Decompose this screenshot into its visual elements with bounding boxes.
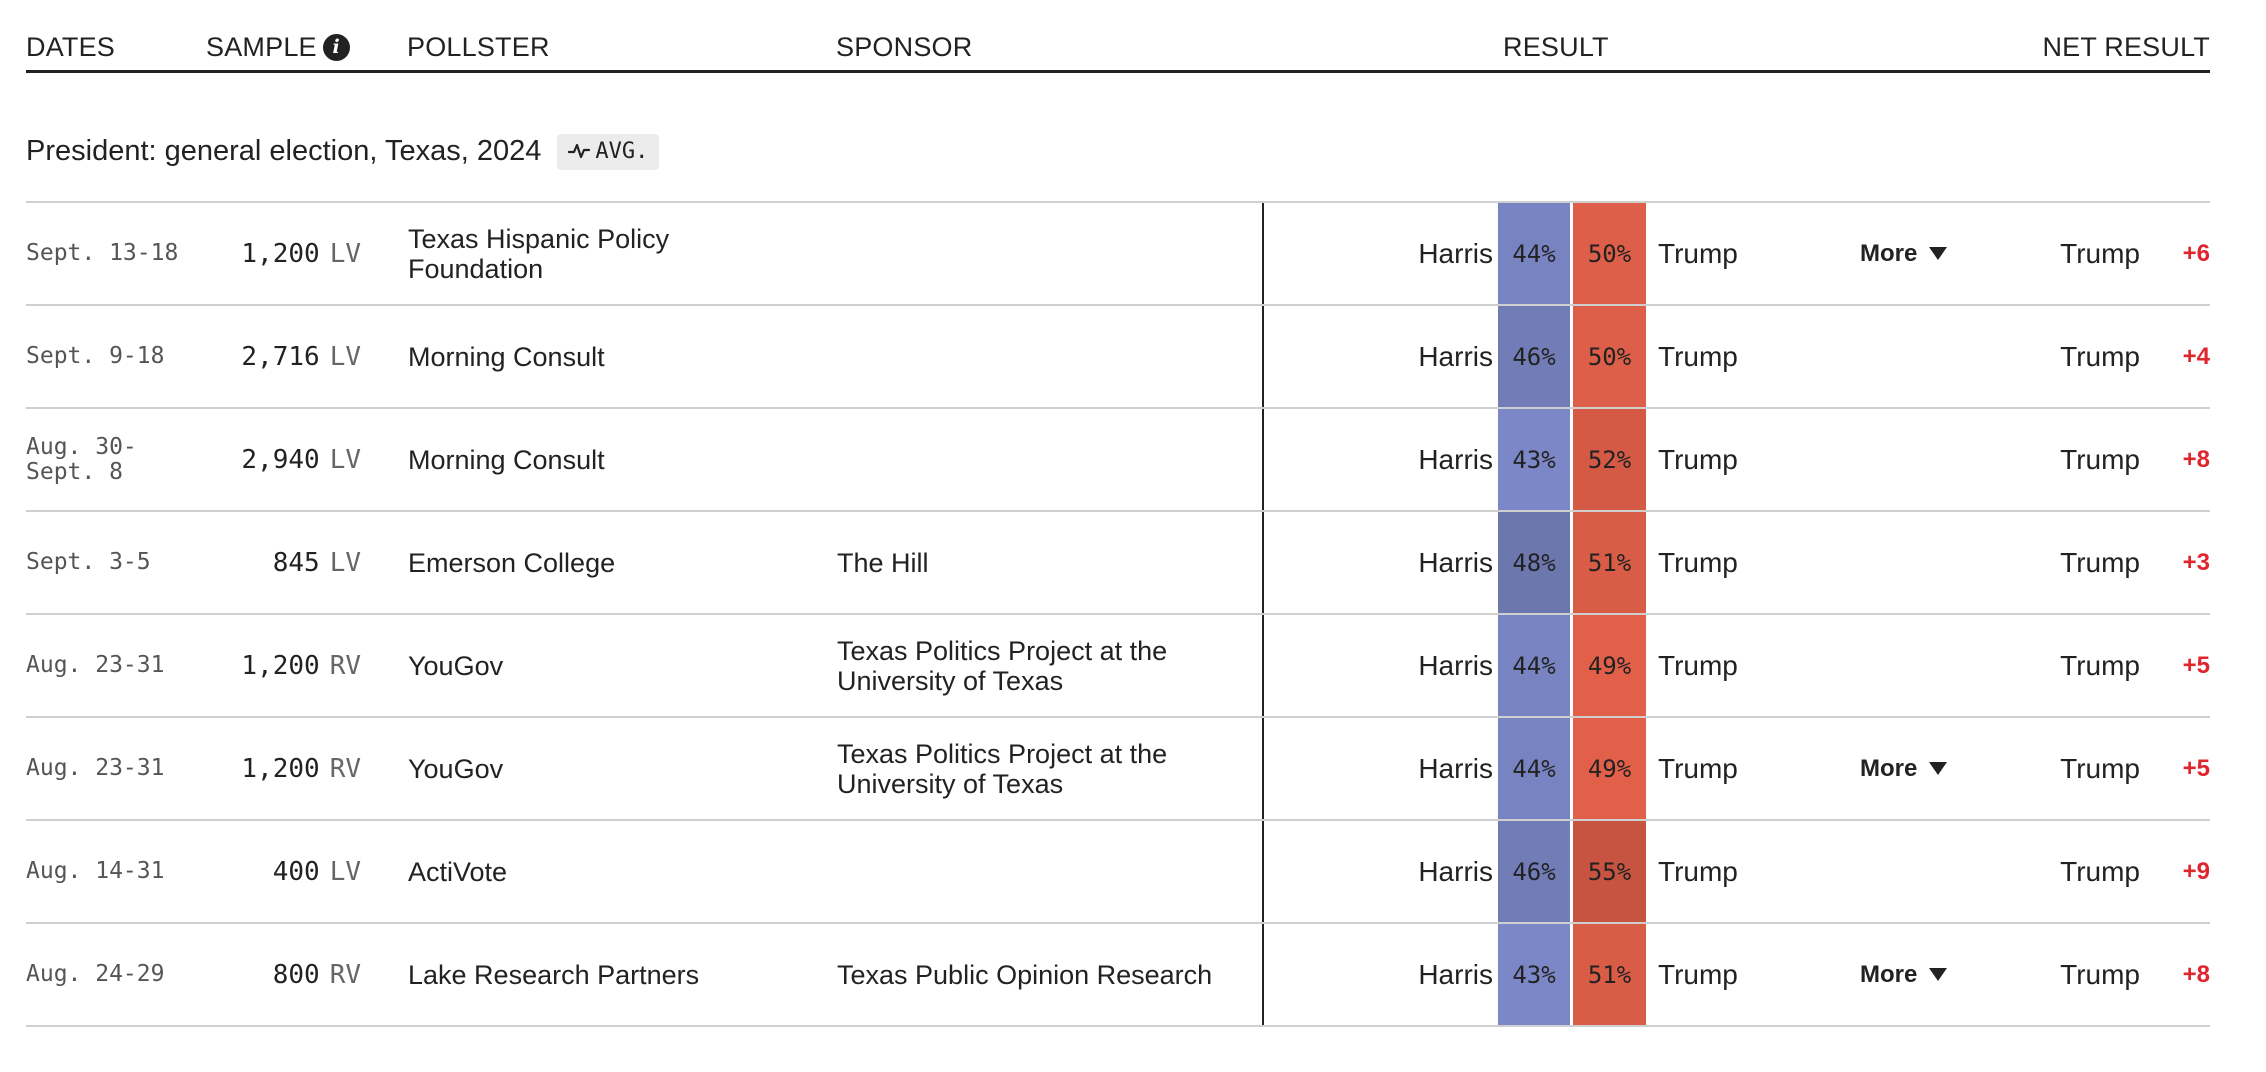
harris-pct-cell: 44% (1498, 615, 1570, 716)
poll-sponsor (837, 203, 1257, 304)
pollster-name[interactable]: YouGov (408, 753, 504, 784)
net-result-name: Trump (2060, 443, 2140, 475)
table-row[interactable] (26, 716, 2210, 819)
header-result: RESULT (1503, 32, 1609, 62)
sponsor-name: Texas Politics Project at the University of Texas (837, 635, 1168, 696)
sample-size: 2,716 (241, 341, 320, 372)
trump-pct-cell: 52% (1573, 409, 1646, 510)
pollster-name[interactable]: Morning Consult (408, 444, 605, 475)
pollster-name[interactable]: ActiVote (408, 856, 508, 887)
candidate-1-name: Harris (1418, 546, 1493, 578)
poll-pollster[interactable] (408, 924, 808, 1025)
sample-population: RV (329, 650, 361, 681)
net-result-value: +6 (2182, 239, 2210, 267)
poll-pollster[interactable] (408, 821, 808, 922)
polls-table (26, 201, 2210, 1027)
poll-dates: Aug. 24-29 (26, 961, 165, 987)
candidate-2-name: Trump (1658, 237, 1738, 269)
harris-pct-cell: 48% (1498, 512, 1570, 613)
result-divider (1262, 512, 1264, 613)
more-label: More (1860, 239, 1918, 267)
result-divider (1262, 203, 1264, 304)
candidate-1-name: Harris (1418, 958, 1493, 990)
pollster-name[interactable]: Emerson College (408, 547, 616, 578)
poll-sample (166, 409, 361, 510)
table-row[interactable] (26, 922, 2210, 1027)
sample-population: RV (329, 959, 361, 990)
candidate-1-name: Harris (1418, 340, 1493, 372)
poll-sponsor (837, 924, 1257, 1025)
sample-population: RV (329, 753, 361, 784)
more-button[interactable] (1860, 718, 1947, 819)
header-sponsor[interactable]: SPONSOR (836, 32, 973, 62)
sponsor-name: Texas Politics Project at the University of Texas (837, 738, 1168, 799)
poll-dates: Aug. 30- Sept. 8 (26, 433, 137, 485)
poll-sample (166, 821, 361, 922)
trump-pct-cell: 55% (1573, 821, 1646, 922)
poll-pollster[interactable] (408, 409, 808, 510)
sample-population: LV (329, 444, 361, 475)
harris-pct-cell: 44% (1498, 718, 1570, 819)
sample-population: LV (329, 547, 361, 578)
sample-size: 400 (272, 856, 320, 887)
race-title: President: general election, Texas, 2024 (26, 135, 542, 167)
net-result-name: Trump (2060, 340, 2140, 372)
header-net-result[interactable]: NET RESULT (2042, 32, 2210, 62)
header-dates[interactable]: DATES (26, 32, 116, 62)
net-result-name: Trump (2060, 855, 2140, 887)
candidate-1-name: Harris (1418, 649, 1493, 681)
candidate-2-name: Trump (1658, 958, 1738, 990)
harris-pct-cell: 43% (1498, 409, 1570, 510)
net-result-value: +4 (2182, 342, 2210, 370)
trump-pct-cell: 49% (1573, 615, 1646, 716)
candidate-2-name: Trump (1658, 855, 1738, 887)
sample-population: LV (329, 341, 361, 372)
net-result-value: +5 (2182, 651, 2210, 679)
poll-dates: Sept. 9-18 (26, 343, 165, 369)
sample-population: LV (329, 238, 361, 269)
harris-pct-cell: 46% (1498, 821, 1570, 922)
caret-down-icon (1929, 968, 1947, 981)
poll-sample (166, 203, 361, 304)
net-result-value: +5 (2182, 754, 2210, 782)
sponsor-name: The Hill (837, 547, 929, 578)
table-row[interactable] (26, 613, 2210, 716)
poll-pollster[interactable] (408, 615, 808, 716)
header-sample[interactable] (206, 32, 350, 63)
result-divider (1262, 409, 1264, 510)
caret-down-icon (1929, 247, 1947, 260)
net-result-name: Trump (2060, 958, 2140, 990)
poll-pollster[interactable] (408, 718, 808, 819)
sample-size: 845 (272, 547, 320, 578)
poll-dates: Sept. 13-18 (26, 240, 179, 266)
trump-pct-cell: 51% (1573, 512, 1646, 613)
table-row[interactable] (26, 201, 2210, 304)
net-result-value: +3 (2182, 548, 2210, 576)
trump-pct-cell: 50% (1573, 306, 1646, 407)
table-row[interactable] (26, 407, 2210, 510)
avg-label: AVG. (595, 139, 649, 164)
result-divider (1262, 718, 1264, 819)
table-row[interactable] (26, 510, 2210, 613)
table-header (26, 24, 2210, 73)
poll-sample (166, 924, 361, 1025)
harris-pct-cell: 43% (1498, 924, 1570, 1025)
more-label: More (1860, 960, 1918, 988)
poll-sample (166, 718, 361, 819)
trump-pct-cell: 50% (1573, 203, 1646, 304)
result-divider (1262, 306, 1264, 407)
poll-sample (166, 306, 361, 407)
table-row[interactable] (26, 819, 2210, 922)
pollster-name[interactable]: Lake Research Partners (408, 959, 700, 990)
poll-sponsor (837, 306, 1257, 407)
result-divider (1262, 924, 1264, 1025)
poll-dates: Aug. 23-31 (26, 652, 165, 678)
caret-down-icon (1929, 762, 1947, 775)
pollster-name[interactable]: Morning Consult (408, 341, 605, 372)
more-button[interactable] (1860, 203, 1947, 304)
sample-size: 1,200 (241, 650, 320, 681)
net-result-name: Trump (2060, 752, 2140, 784)
more-label: More (1860, 754, 1918, 782)
pollster-name[interactable]: YouGov (408, 650, 504, 681)
sample-size: 1,200 (241, 753, 320, 784)
candidate-2-name: Trump (1658, 649, 1738, 681)
poll-sponsor (837, 718, 1257, 819)
race-title-row (26, 134, 659, 170)
poll-dates: Aug. 14-31 (26, 858, 165, 884)
poll-sponsor (837, 821, 1257, 922)
pollster-name[interactable]: Texas Hispanic Policy Foundation (408, 223, 670, 284)
trump-pct-cell: 49% (1573, 718, 1646, 819)
poll-sponsor (837, 409, 1257, 510)
net-result-name: Trump (2060, 649, 2140, 681)
avg-button[interactable] (557, 134, 659, 170)
poll-dates: Aug. 23-31 (26, 755, 165, 781)
poll-sample (166, 512, 361, 613)
poll-sponsor (837, 615, 1257, 716)
harris-pct-cell: 44% (1498, 203, 1570, 304)
result-divider (1262, 821, 1264, 922)
sample-size: 2,940 (241, 444, 320, 475)
candidate-2-name: Trump (1658, 752, 1738, 784)
net-result-value: +8 (2182, 445, 2210, 473)
sample-population: LV (329, 856, 361, 887)
poll-pollster[interactable] (408, 203, 808, 304)
harris-pct-cell: 46% (1498, 306, 1570, 407)
candidate-1-name: Harris (1418, 443, 1493, 475)
sponsor-name: Texas Public Opinion Research (837, 959, 1213, 990)
poll-pollster[interactable] (408, 306, 808, 407)
trump-pct-cell: 51% (1573, 924, 1646, 1025)
poll-pollster[interactable] (408, 512, 808, 613)
poll-sponsor (837, 512, 1257, 613)
net-result-name: Trump (2060, 237, 2140, 269)
net-result-value: +8 (2182, 960, 2210, 988)
candidate-2-name: Trump (1658, 443, 1738, 475)
more-button[interactable] (1860, 924, 1947, 1025)
candidate-1-name: Harris (1418, 855, 1493, 887)
net-result-name: Trump (2060, 546, 2140, 578)
info-icon[interactable]: i (323, 34, 350, 61)
candidate-1-name: Harris (1418, 752, 1493, 784)
table-row[interactable] (26, 304, 2210, 407)
header-pollster[interactable]: POLLSTER (407, 32, 550, 62)
pulse-icon (568, 142, 590, 160)
header-sample-label: SAMPLE (206, 32, 317, 62)
result-divider (1262, 615, 1264, 716)
net-result-value: +9 (2182, 857, 2210, 885)
poll-dates: Sept. 3-5 (26, 549, 151, 575)
candidate-2-name: Trump (1658, 546, 1738, 578)
candidate-2-name: Trump (1658, 340, 1738, 372)
sample-size: 800 (272, 959, 320, 990)
sample-size: 1,200 (241, 238, 320, 269)
poll-sample (166, 615, 361, 716)
candidate-1-name: Harris (1418, 237, 1493, 269)
